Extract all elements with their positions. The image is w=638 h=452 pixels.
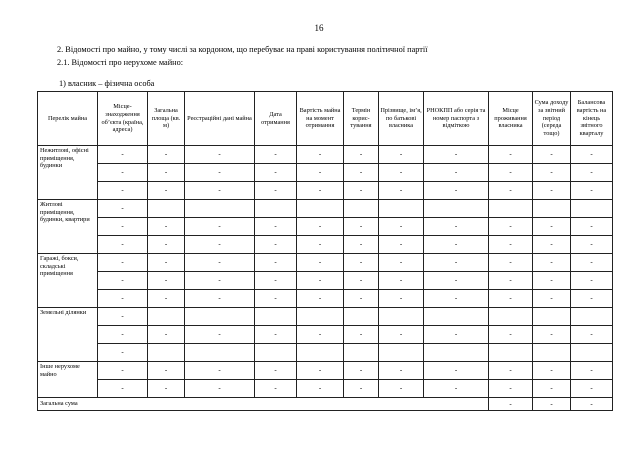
table-row [38,344,613,362]
table-cell: - [424,290,489,308]
table-cell: - [489,182,533,200]
table-cell: - [571,182,613,200]
table-cell: - [185,362,255,380]
table-cell [533,344,571,362]
table-cell [185,308,255,326]
column-header: РНОКПП або серія та номер паспорта з відміткою [424,92,489,146]
table-cell: - [98,344,148,362]
table-row [38,254,613,272]
table-cell: - [98,236,148,254]
table-row [38,326,613,344]
table-cell: - [571,326,613,344]
table-cell [255,308,297,326]
table-cell: - [571,218,613,236]
category-label: Інше нерухоме майно [38,362,98,398]
table-cell: - [489,362,533,380]
table-cell: - [571,164,613,182]
table-row [38,164,613,182]
table-cell: - [533,290,571,308]
table-cell [571,200,613,218]
table-cell: - [489,164,533,182]
table-cell: - [424,326,489,344]
table-cell: - [344,272,379,290]
table-cell: - [148,326,185,344]
table-cell [297,200,344,218]
table-cell: - [379,254,424,272]
table-cell: - [297,236,344,254]
column-header: Вартість майна на момент отримання [297,92,344,146]
table-cell: - [489,290,533,308]
table-cell: - [255,326,297,344]
table-row [38,362,613,380]
table-cell: - [424,380,489,398]
table-cell: - [98,380,148,398]
table-cell: - [571,146,613,164]
column-header: Сума доходу за звітний період (середа тощо) [533,92,571,146]
table-cell [489,344,533,362]
table-cell: - [489,272,533,290]
table-cell: - [185,254,255,272]
table-cell: - [148,254,185,272]
table-cell: - [297,362,344,380]
table-cell [148,200,185,218]
table-cell: - [98,146,148,164]
table-cell: - [297,164,344,182]
table-cell: - [379,380,424,398]
table-cell [255,200,297,218]
table-row [38,308,613,326]
table-cell: - [489,326,533,344]
column-header: Перелік майна [38,92,98,146]
table-cell [424,344,489,362]
table-cell: - [98,308,148,326]
table-cell: - [424,254,489,272]
table-cell [255,344,297,362]
table-cell: - [489,218,533,236]
table-cell: - [344,146,379,164]
table-row [38,380,613,398]
table-cell [185,200,255,218]
column-header: Реєстраційні дані майна [185,92,255,146]
table-cell: - [98,218,148,236]
table-cell: - [344,380,379,398]
table-cell: - [571,380,613,398]
total-cell: - [533,398,571,411]
table-cell [297,308,344,326]
table-cell: - [148,218,185,236]
table-cell: - [344,362,379,380]
table-cell: - [571,362,613,380]
table-cell [185,344,255,362]
table-cell [489,200,533,218]
table-cell [571,308,613,326]
table-cell: - [379,164,424,182]
table-cell: - [148,236,185,254]
table-cell: - [571,236,613,254]
table-row [38,236,613,254]
table-cell [344,308,379,326]
table-row [38,290,613,308]
table-cell: - [297,254,344,272]
table-cell: - [533,326,571,344]
table-cell: - [571,272,613,290]
table-cell: - [571,254,613,272]
table-cell: - [424,146,489,164]
table-cell: - [344,236,379,254]
table-cell: - [344,326,379,344]
table-cell: - [297,272,344,290]
table-cell: - [489,146,533,164]
table-cell: - [489,236,533,254]
table-cell [344,344,379,362]
table-cell: - [255,218,297,236]
table-cell: - [148,380,185,398]
table-cell: - [185,290,255,308]
category-label: Житлові приміщення, будинки, квартири [38,200,98,254]
table-cell [379,308,424,326]
table-row [38,182,613,200]
table-cell [424,308,489,326]
table-cell: - [255,236,297,254]
table-row [38,200,613,218]
table-cell: - [297,146,344,164]
table-cell: - [533,218,571,236]
table-cell: - [379,146,424,164]
total-cell: - [571,398,613,411]
table-cell: - [424,218,489,236]
table-cell: - [379,218,424,236]
table-cell [489,308,533,326]
table-cell: - [533,254,571,272]
section-heading: 2. Відомості про майно, у тому числі за кордоном, що перебуває на праві користування політичної партії [57,45,428,54]
table-cell: - [98,182,148,200]
table-cell: - [98,164,148,182]
table-cell: - [98,200,148,218]
column-header: Дата отримання [255,92,297,146]
table-cell [148,344,185,362]
table-cell: - [98,272,148,290]
table-cell: - [344,218,379,236]
table-cell: - [379,290,424,308]
table-cell: - [424,362,489,380]
table-cell: - [571,290,613,308]
table-cell: - [379,362,424,380]
table-cell: - [185,146,255,164]
table-cell: - [297,218,344,236]
table-cell: - [533,164,571,182]
table-cell: - [255,146,297,164]
category-label: Земельні ділянки [38,308,98,362]
table-cell: - [98,254,148,272]
table-cell: - [297,182,344,200]
table-cell: - [424,164,489,182]
column-header: Термін корис-тування [344,92,379,146]
table-row [38,218,613,236]
table-cell: - [533,236,571,254]
table-cell [571,344,613,362]
table-cell: - [185,380,255,398]
table-cell: - [533,380,571,398]
table-cell [379,344,424,362]
table-cell: - [98,290,148,308]
table-cell: - [379,236,424,254]
table-cell: - [255,290,297,308]
table-cell [533,308,571,326]
table-cell [533,200,571,218]
table-cell: - [185,272,255,290]
table-cell [297,344,344,362]
table-cell: - [379,272,424,290]
table-cell: - [379,182,424,200]
table-cell: - [185,182,255,200]
table-cell: - [148,290,185,308]
table-cell: - [379,326,424,344]
table-cell: - [148,362,185,380]
table-cell: - [297,290,344,308]
table-row [38,146,613,164]
table-cell: - [489,254,533,272]
table-cell: - [255,380,297,398]
table-body [38,146,613,411]
table-cell: - [255,164,297,182]
table-cell: - [424,272,489,290]
total-label: Загальна сума [38,398,489,411]
section-subheading: 2.1. Відомості про нерухоме майно: [57,58,184,67]
real-estate-table [37,91,613,411]
table-cell: - [344,164,379,182]
table-cell: - [344,254,379,272]
table-cell: - [148,164,185,182]
table-cell: - [533,146,571,164]
table-cell: - [533,272,571,290]
table-cell: - [424,236,489,254]
category-label: Гаражі, бокси, складські приміщення [38,254,98,308]
table-cell: - [148,272,185,290]
table-cell: - [344,182,379,200]
table-cell: - [98,326,148,344]
table-cell: - [533,182,571,200]
table-cell: - [185,236,255,254]
table-cell: - [424,182,489,200]
column-header: Загальна площа (кв. м) [148,92,185,146]
total-row [38,398,613,411]
table-cell: - [297,326,344,344]
page-number: 16 [314,23,324,33]
table-cell: - [185,218,255,236]
table-cell [344,200,379,218]
total-cell: - [489,398,533,411]
table-cell: - [344,290,379,308]
table-cell: - [98,362,148,380]
table-cell: - [533,362,571,380]
column-header: Місце проживання власника [489,92,533,146]
category-label: Нежитлові, офісні приміщення, будинки [38,146,98,200]
table-cell: - [297,380,344,398]
table-cell: - [185,326,255,344]
column-header: Прізвище, ім’я, по батькові власника [379,92,424,146]
table-cell: - [148,146,185,164]
column-header: Місце-знаходження об’єкта (країна, адреса) [98,92,148,146]
table-cell [148,308,185,326]
table-cell: - [489,380,533,398]
header-row [38,92,613,146]
column-header: Балансова вартість на кінець звітного кварталу [571,92,613,146]
table-cell: - [148,182,185,200]
table-cell: - [255,254,297,272]
table-cell: - [185,164,255,182]
table-cell: - [255,272,297,290]
owner-heading: 1) власник – фізична особа [59,79,155,88]
table-cell: - [255,362,297,380]
table-cell [379,200,424,218]
table-row [38,272,613,290]
table-cell [424,200,489,218]
table-cell: - [255,182,297,200]
